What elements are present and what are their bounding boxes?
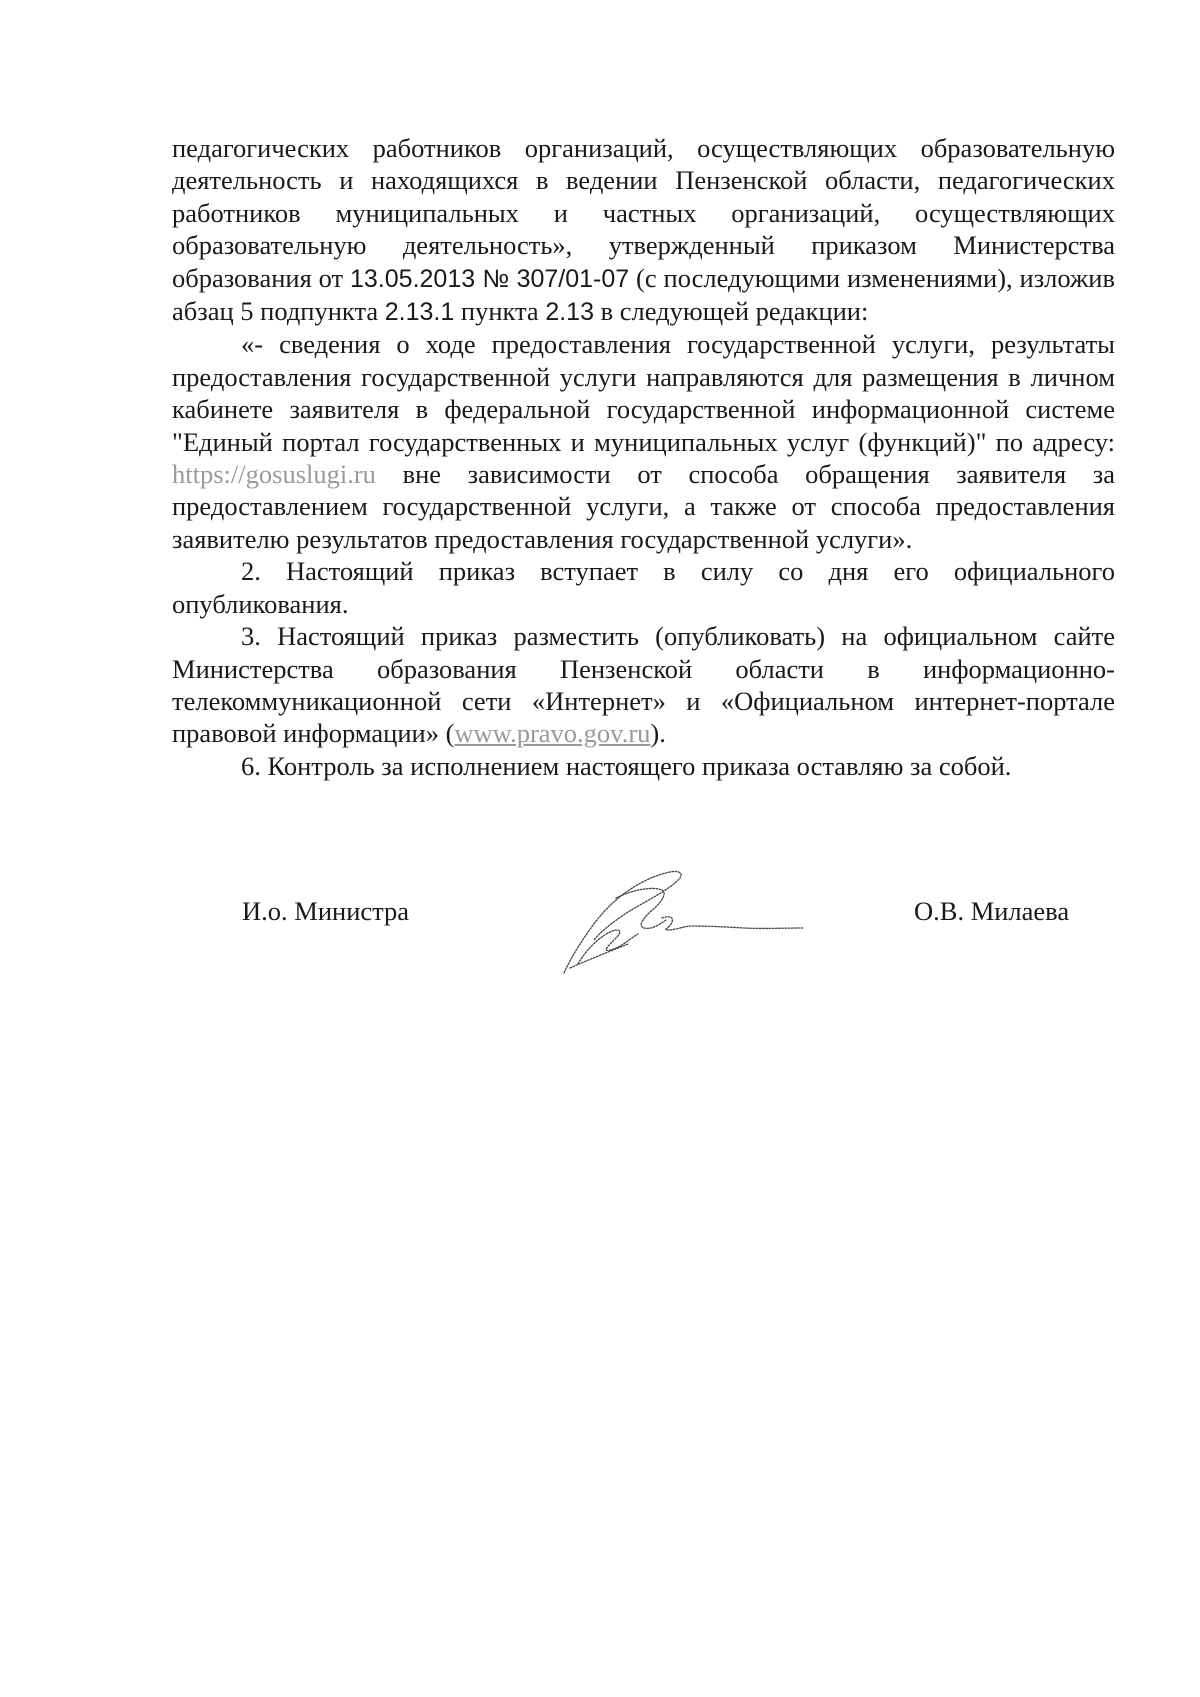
paragraph-intro bbox=[172, 132, 1115, 328]
signer-position: И.о. Министра bbox=[242, 896, 410, 926]
quote-text-end: вне зависимости от способа обращения заявителя за предоставлением государственной услуги, а также от способа предоставления заявителю результатов предоставления государственной услуги». bbox=[172, 459, 1115, 554]
handwritten-signature bbox=[558, 868, 808, 978]
gosuslugi-link[interactable]: https://gosuslugi.ru bbox=[172, 459, 376, 490]
clause-ref: 2.13 bbox=[545, 298, 594, 327]
signer-name: О.В. Милаева bbox=[914, 896, 1070, 926]
item-6: 6. Контроль за исполнением настоящего приказа оставляю за собой. bbox=[241, 750, 1012, 781]
subclause-ref: 2.13.1 bbox=[384, 298, 455, 327]
item-3 bbox=[172, 620, 1115, 750]
quote-text-start: «- сведения о ходе предоставления государственной услуги, результаты предоставления государственной услуги направляются для размещения в личном кабинете заявителя в федеральной государственной информационной системе "Единый портал государственных и муниципальных услуг (функций)" по адресу: bbox=[172, 329, 1115, 457]
intro-text-middle: (с последующими изменениями), изложив абзац 5 подпункта bbox=[172, 262, 1115, 327]
order-date-number: 13.05.2013 № 307/01-07 bbox=[350, 264, 630, 293]
paragraph-quote bbox=[172, 328, 1115, 555]
item-3-text-start: 3. Настоящий приказ разместить (опубликовать) на официальном сайте Министерства образования Пензенской области в информационно-телекоммуникационной сети «Интернет» и «Официальном интернет-портале правовой информации» ( bbox=[172, 621, 1115, 749]
item-2: 2. Настоящий приказ вступает в силу со дня его официального опубликования. bbox=[172, 556, 1115, 619]
item-3-text-end: ). bbox=[650, 718, 666, 749]
pravo-link[interactable]: www.pravo.gov.ru bbox=[454, 718, 651, 749]
document-body bbox=[172, 132, 1115, 782]
intro-text-end: в следующей редакции: bbox=[594, 296, 869, 327]
intro-text-start: педагогических работников организаций, осуществляющих образовательную деятельность и находящихся в ведении Пензенской области, педагогических работников муниципальных и частных организаций, осуществляющих образовательную деятельность», утвержденный приказом Министерства образования от bbox=[172, 133, 1115, 293]
intro-text-mid: пункта bbox=[454, 296, 546, 327]
